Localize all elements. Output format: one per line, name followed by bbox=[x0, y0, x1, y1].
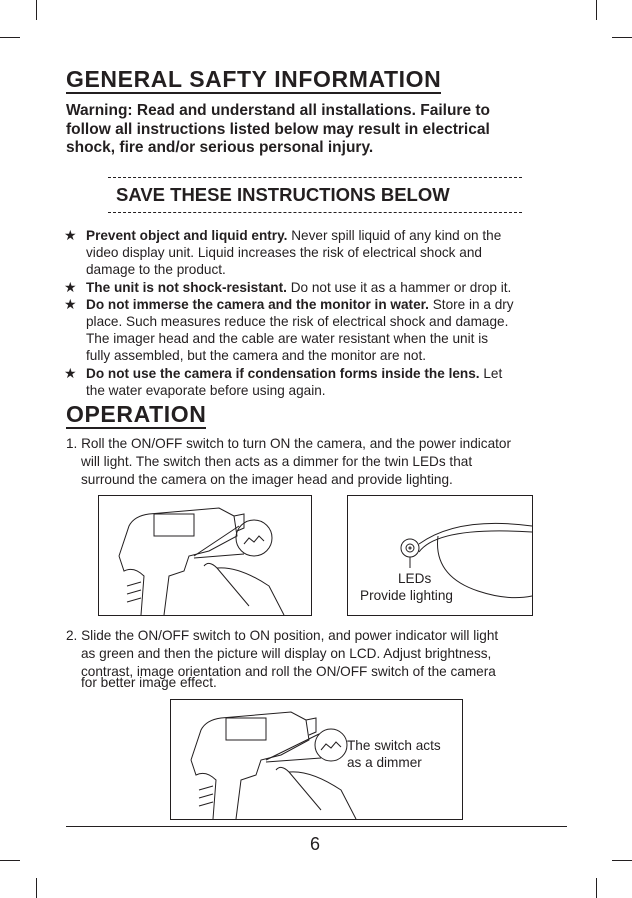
crop-mark bbox=[36, 0, 37, 20]
page-title: GENERAL SAFTY INFORMATION bbox=[66, 66, 442, 92]
crop-mark bbox=[612, 860, 632, 861]
star-icon: ★ bbox=[64, 365, 77, 381]
step-text: contrast, image orientation and roll the ON/OFF switch of the camera bbox=[81, 664, 496, 679]
crop-mark bbox=[596, 878, 597, 898]
list-item bbox=[86, 227, 501, 244]
item-text: Let bbox=[479, 366, 503, 381]
dimmer-switch-illustration bbox=[170, 699, 463, 820]
crop-mark bbox=[596, 0, 597, 20]
leds-label: LEDs bbox=[398, 571, 432, 586]
item-heading: The unit is not shock-resistant. bbox=[86, 280, 287, 295]
step-text: 2. Slide the ON/OFF switch to ON position, and power indicator will light bbox=[66, 628, 499, 643]
item-text: Store in a dry bbox=[428, 297, 514, 312]
crop-mark bbox=[0, 37, 20, 38]
save-heading: SAVE THESE INSTRUCTIONS BELOW bbox=[116, 184, 450, 205]
item-text: video display unit. Liquid increases the risk of electrical shock and bbox=[86, 245, 482, 260]
item-heading: Do not immerse the camera and the monitor in water. bbox=[86, 297, 429, 312]
item-text: the water evaporate before using again. bbox=[86, 383, 326, 398]
step-text: surround the camera on the imager head and provide lighting. bbox=[81, 472, 453, 487]
item-text: Do not use it as a hammer or drop it. bbox=[286, 280, 512, 295]
item-heading: Prevent object and liquid entry. bbox=[86, 228, 288, 243]
item-text: The imager head and the cable are water resistant when the unit is bbox=[86, 331, 489, 346]
item-heading: Do not use the camera if condensation forms inside the lens. bbox=[86, 366, 480, 381]
crop-mark bbox=[36, 878, 37, 898]
warning-line: shock, fire and/or serious personal injury. bbox=[66, 139, 374, 156]
list-item bbox=[86, 296, 514, 313]
star-icon: ★ bbox=[64, 279, 77, 295]
camera-drawing-icon bbox=[99, 496, 311, 615]
item-text: fully assembled, but the camera and the monitor are not. bbox=[86, 348, 427, 363]
dimmer-caption: The switch acts bbox=[347, 738, 441, 753]
footer-rule bbox=[66, 826, 567, 827]
step-text: for better image effect. bbox=[81, 675, 217, 690]
warning-line: follow all instructions listed below may result in electrical bbox=[66, 120, 490, 138]
step-text: will light. The switch then acts as a dimmer for the twin LEDs that bbox=[81, 454, 473, 469]
crop-mark bbox=[612, 37, 632, 38]
step-text: as green and then the picture will display on LCD. Adjust brightness, bbox=[81, 646, 492, 661]
leds-caption: Provide lighting bbox=[360, 588, 453, 603]
step-text: 1. Roll the ON/OFF switch to turn ON the camera, and the power indicator bbox=[66, 436, 512, 451]
item-text: place. Such measures reduce the risk of electrical shock and damage. bbox=[86, 314, 509, 329]
star-icon: ★ bbox=[64, 296, 77, 312]
divider bbox=[108, 212, 522, 213]
page-number: 6 bbox=[310, 834, 321, 854]
star-icon: ★ bbox=[64, 227, 77, 243]
leds-illustration bbox=[347, 495, 533, 616]
item-text: Never spill liquid of any kind on the bbox=[287, 228, 502, 243]
camera-switch-illustration bbox=[98, 495, 312, 616]
list-item bbox=[86, 279, 511, 296]
item-text: damage to the product. bbox=[86, 262, 226, 277]
dimmer-caption: as a dimmer bbox=[347, 755, 422, 770]
crop-mark bbox=[0, 860, 20, 861]
warning-line: Warning: Read and understand all installations. Failure to bbox=[66, 102, 491, 119]
divider bbox=[108, 177, 522, 178]
operation-title: OPERATION bbox=[66, 401, 207, 427]
list-item bbox=[86, 365, 502, 382]
